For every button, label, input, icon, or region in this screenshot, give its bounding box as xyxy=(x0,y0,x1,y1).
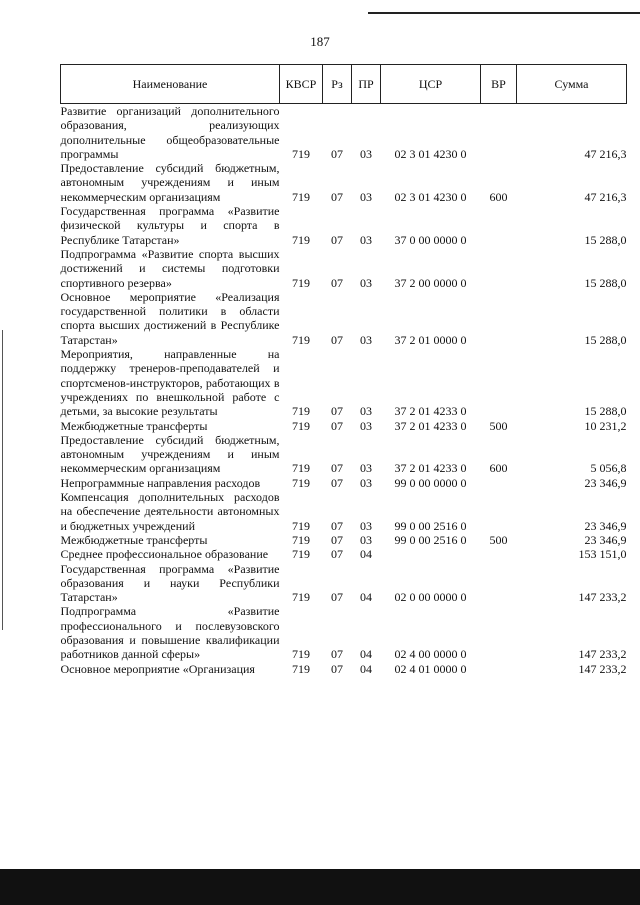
row-sum-cell: 23 346,9 xyxy=(584,532,627,547)
row-sum-cell: 15 288,0 xyxy=(584,232,627,247)
column-header-name: Наименование xyxy=(61,65,280,104)
table-row xyxy=(61,662,627,676)
row-csr-cell: 02 4 00 0000 0 xyxy=(394,647,467,662)
table-row xyxy=(61,247,627,290)
row-kvsr-cell: 719 xyxy=(292,189,310,204)
column-header-csr: ЦСР xyxy=(381,65,481,104)
row-kvsr-cell: 719 xyxy=(292,661,310,676)
column-header-vr: ВР xyxy=(481,65,517,104)
row-name-cell: Компенсация дополнительных расходов на обеспечение деятельности автономных и бюджетных учреждений xyxy=(60,490,280,533)
row-vr-cell xyxy=(481,490,517,533)
row-vr-cell xyxy=(481,547,517,561)
row-csr-cell: 37 2 01 4233 0 xyxy=(394,404,467,419)
row-rz-cell: 07 xyxy=(331,647,343,662)
row-rz-cell: 07 xyxy=(331,332,343,347)
row-name-cell: Межбюджетные трансферты xyxy=(60,418,208,433)
row-csr-cell: 37 0 00 0000 0 xyxy=(394,232,467,247)
row-csr-cell: 37 2 00 0000 0 xyxy=(394,275,467,290)
row-csr-cell: 02 4 01 0000 0 xyxy=(394,661,467,676)
row-sum-cell: 147 233,2 xyxy=(578,661,627,676)
row-name-cell: Подпрограмма «Развитие профессионального и послевузовского образования и повышение квалификации работников данной сферы» xyxy=(60,604,280,662)
column-header-rz: Рз xyxy=(323,65,352,104)
row-csr-cell: 37 2 01 0000 0 xyxy=(394,332,467,347)
table-row xyxy=(61,204,627,247)
row-kvsr-cell: 719 xyxy=(292,547,310,562)
row-vr-cell: 600 xyxy=(489,461,508,476)
row-vr-cell xyxy=(481,604,517,661)
table-row xyxy=(61,433,627,476)
row-kvsr-cell: 719 xyxy=(292,518,310,533)
row-csr-cell: 99 0 00 2516 0 xyxy=(394,532,467,547)
row-rz-cell: 07 xyxy=(331,475,343,490)
row-kvsr-cell: 719 xyxy=(292,461,310,476)
row-kvsr-cell: 719 xyxy=(292,532,310,547)
row-vr-cell xyxy=(481,662,517,676)
table-row xyxy=(61,490,627,533)
scan-bottom-border xyxy=(0,869,640,905)
row-sum-cell: 147 233,2 xyxy=(578,647,627,662)
row-kvsr-cell: 719 xyxy=(292,418,310,433)
row-kvsr-cell: 719 xyxy=(292,232,310,247)
row-pr-cell: 03 xyxy=(360,418,372,433)
row-kvsr-cell: 719 xyxy=(292,275,310,290)
row-sum-cell: 47 216,3 xyxy=(584,146,627,161)
table-row xyxy=(61,290,627,347)
budget-table xyxy=(60,64,627,676)
row-kvsr-cell: 719 xyxy=(292,590,310,605)
row-name-cell: Развитие организаций дополнительного образования, реализующих дополнительные общеобразовательные программы xyxy=(60,104,280,161)
row-pr-cell: 04 xyxy=(360,661,372,676)
scan-edge-mark xyxy=(368,12,640,14)
row-kvsr-cell: 719 xyxy=(292,647,310,662)
table-row xyxy=(61,419,627,433)
table-header-row xyxy=(61,65,627,104)
row-csr-cell: 99 0 00 2516 0 xyxy=(394,518,467,533)
row-rz-cell: 07 xyxy=(331,418,343,433)
row-csr-cell: 02 0 00 0000 0 xyxy=(394,590,467,605)
table-row xyxy=(61,104,627,162)
table-row xyxy=(61,533,627,547)
row-name-cell: Государственная программа «Развитие физической культуры и спорта в Республике Татарстан» xyxy=(60,204,280,247)
row-rz-cell: 07 xyxy=(331,590,343,605)
row-sum-cell: 147 233,2 xyxy=(578,590,627,605)
row-rz-cell: 07 xyxy=(331,189,343,204)
row-pr-cell: 03 xyxy=(360,189,372,204)
row-vr-cell xyxy=(481,290,517,347)
row-pr-cell: 03 xyxy=(360,461,372,476)
row-csr-cell: 37 2 01 4233 0 xyxy=(394,461,467,476)
budget-table-container xyxy=(60,64,626,676)
row-csr-cell: 02 3 01 4230 0 xyxy=(394,146,467,161)
row-sum-cell: 5 056,8 xyxy=(590,461,627,476)
row-sum-cell: 47 216,3 xyxy=(584,189,627,204)
row-pr-cell: 03 xyxy=(360,232,372,247)
row-sum-cell: 15 288,0 xyxy=(584,332,627,347)
row-sum-cell: 23 346,9 xyxy=(584,475,627,490)
table-body xyxy=(61,104,627,676)
row-rz-cell: 07 xyxy=(331,404,343,419)
table-row xyxy=(61,347,627,418)
row-sum-cell: 15 288,0 xyxy=(584,404,627,419)
row-vr-cell xyxy=(481,562,517,605)
row-pr-cell: 04 xyxy=(360,647,372,662)
row-name-cell: Предоставление субсидий бюджетным, автономным учреждениям и иным некоммерческим организациям xyxy=(60,161,280,204)
table-row xyxy=(61,161,627,204)
column-header-kvsr: КВСР xyxy=(280,65,323,104)
column-header-pr: ПР xyxy=(352,65,381,104)
table-row xyxy=(61,476,627,490)
row-name-cell: Основное мероприятие «Реализация государственной политики в области спорта высших достижений в Республике Татарстан» xyxy=(60,289,280,347)
row-rz-cell: 07 xyxy=(331,518,343,533)
row-kvsr-cell: 719 xyxy=(292,475,310,490)
page-number: 187 xyxy=(310,34,330,49)
row-vr-cell xyxy=(481,204,517,247)
row-rz-cell: 07 xyxy=(331,461,343,476)
row-name-cell: Государственная программа «Развитие образования и науки Республики Татарстан» xyxy=(60,561,280,605)
row-rz-cell: 07 xyxy=(331,275,343,290)
table-row xyxy=(61,562,627,605)
table-row xyxy=(61,547,627,561)
row-name-cell: Среднее профессиональное образование xyxy=(60,547,269,562)
row-vr-cell xyxy=(481,347,517,418)
scan-edge-mark xyxy=(2,330,3,630)
row-rz-cell: 07 xyxy=(331,232,343,247)
row-pr-cell: 03 xyxy=(360,518,372,533)
row-vr-cell: 600 xyxy=(489,189,508,204)
row-sum-cell: 153 151,0 xyxy=(578,547,627,562)
row-name-cell: Межбюджетные трансферты xyxy=(60,532,208,547)
row-csr-cell xyxy=(381,547,481,561)
row-kvsr-cell: 719 xyxy=(292,146,310,161)
row-name-cell: Непрограммные направления расходов xyxy=(60,475,261,490)
row-sum-cell: 23 346,9 xyxy=(584,518,627,533)
row-pr-cell: 03 xyxy=(360,475,372,490)
row-pr-cell: 04 xyxy=(360,590,372,605)
row-kvsr-cell: 719 xyxy=(292,404,310,419)
row-name-cell: Предоставление субсидий бюджетным, автономным учреждениям и иным некоммерческим организациям xyxy=(60,432,280,476)
row-vr-cell xyxy=(481,104,517,162)
row-pr-cell: 04 xyxy=(360,547,372,562)
row-csr-cell: 99 0 00 0000 0 xyxy=(394,475,467,490)
row-name-cell: Основное мероприятие «Организация xyxy=(60,661,255,676)
row-name-cell: Подпрограмма «Развитие спорта высших достижений и системы подготовки спортивного резерва» xyxy=(60,246,280,290)
row-pr-cell: 03 xyxy=(360,146,372,161)
row-vr-cell: 500 xyxy=(489,532,508,547)
row-csr-cell: 02 3 01 4230 0 xyxy=(394,189,467,204)
row-sum-cell: 10 231,2 xyxy=(584,418,627,433)
row-rz-cell: 07 xyxy=(331,661,343,676)
row-pr-cell: 03 xyxy=(360,532,372,547)
row-sum-cell: 15 288,0 xyxy=(584,275,627,290)
row-rz-cell: 07 xyxy=(331,532,343,547)
row-pr-cell: 03 xyxy=(360,275,372,290)
row-vr-cell xyxy=(481,247,517,290)
row-kvsr-cell: 719 xyxy=(292,332,310,347)
table-row xyxy=(61,604,627,661)
row-name-cell: Мероприятия, направленные на поддержку тренеров-преподавателей и спортсменов-инструкторов, работающих в учреждениях по внешкольной работе с детьми, за высокие результаты xyxy=(60,347,280,419)
column-header-sum: Сумма xyxy=(517,65,627,104)
row-rz-cell: 07 xyxy=(331,547,343,562)
row-pr-cell: 03 xyxy=(360,332,372,347)
row-pr-cell: 03 xyxy=(360,404,372,419)
row-rz-cell: 07 xyxy=(331,146,343,161)
row-vr-cell: 500 xyxy=(489,418,508,433)
row-vr-cell xyxy=(481,476,517,490)
row-csr-cell: 37 2 01 4233 0 xyxy=(394,418,467,433)
